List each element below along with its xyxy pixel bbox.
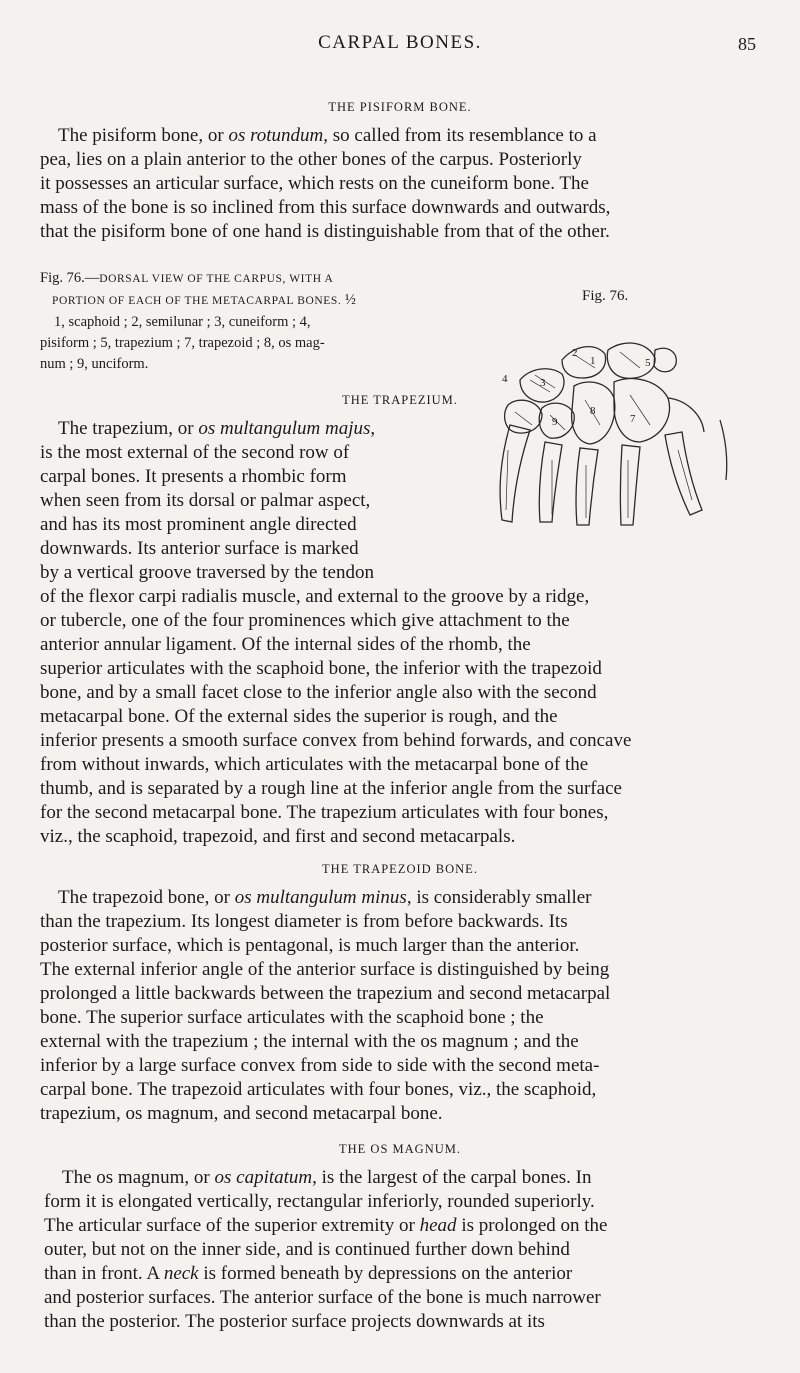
os-magnum-heading: THE OS MAGNUM. [339,1142,461,1156]
page-number: 85 [738,34,756,54]
text-line [40,1102,766,1126]
bone-number-1: 1 [590,355,596,367]
text-line [40,681,756,705]
text-segment: superior articulates with the scaphoid bone, the inferior with the trapezoid [40,658,602,679]
text-line [40,1006,766,1030]
italic-term: neck [163,1263,199,1284]
text-line [44,1190,770,1214]
text-line [40,585,756,609]
text-segment: inferior presents a smooth surface convex from behind forwards, and concave [40,730,632,751]
text-line [40,777,756,801]
text-line [40,220,756,244]
text-segment: by a vertical groove traversed by the tendon [40,562,374,583]
italic-term: os multangulum majus [198,418,371,439]
text-line [40,753,756,777]
text-segment: is the most external of the second row of [40,442,350,463]
text-segment: when seen from its dorsal or palmar aspect, [40,490,371,511]
text-line [44,1214,770,1238]
trapezium-heading: THE TRAPEZIUM. [342,393,458,407]
text-segment: , [370,418,376,439]
text-segment: posterior surface, which is pentagonal, is much larger than the anterior. [40,935,580,956]
text-segment: than in front. A [44,1263,164,1284]
running-head [0,30,800,60]
trapezoid-heading: THE TRAPEZOID BONE. [322,862,478,876]
text-line [40,609,756,633]
text-segment: inferior by a large surface convex from side to side with the second meta- [40,1055,600,1076]
text-line [44,1262,770,1286]
caption-scale: ½ [345,292,356,308]
text-line [40,489,756,513]
text-line [40,801,756,825]
text-line [44,1310,770,1334]
text-segment: thumb, and is separated by a rough line at the inferior angle from the surface [40,778,622,799]
text-segment: for the second metacarpal bone. The trapezium articulates with four bones, [40,802,609,823]
caption-title-text-2: PORTION OF EACH OF THE METACARPAL BONES. [52,295,342,307]
text-segment: and posterior surfaces. The anterior surface of the bone is much narrower [44,1287,601,1308]
text-segment: form it is elongated vertically, rectangular inferiorly, rounded superiorly. [44,1191,595,1212]
text-line [40,657,756,681]
italic-term: os rotundum [228,125,324,146]
text-line [40,729,756,753]
text-line [44,1166,770,1190]
bone-number-5: 5 [645,357,651,369]
text-line [40,633,756,657]
text-segment: , so called from its resemblance to a [323,125,597,146]
italic-term: os multangulum minus [234,887,407,908]
bone-number-2: 2 [572,347,578,359]
text-segment: bone, and by a small facet close to the inferior angle also with the second [40,682,597,703]
text-segment: from without inwards, which articulates with the metacarpal bone of the [40,754,589,775]
caption-legend-line-3: num ; 9, unciform. [40,356,149,372]
text-segment: and has its most prominent angle directed [40,514,357,535]
pisiform-heading: THE PISIFORM BONE. [328,100,472,114]
os-magnum-paragraph [44,1166,770,1334]
text-line [40,958,766,982]
text-line [40,825,756,849]
bone-number-8: 8 [590,405,596,417]
text-segment: The os magnum, or [62,1167,215,1188]
caption-legend-line-2: pisiform ; 5, trapezium ; 7, trapezoid ; 8, os mag- [40,335,325,351]
text-segment: or tubercle, one of the four prominences which give attachment to the [40,610,570,631]
text-segment: than the trapezium. Its longest diameter is from before backwards. Its [40,911,568,932]
text-line [40,172,756,196]
text-segment: , is considerably smaller [406,887,592,908]
bone-number-9: 9 [552,416,558,428]
text-segment: it possesses an articular surface, which rests on the cuneiform bone. The [40,173,589,194]
bone-number-3: 3 [540,377,546,389]
text-segment: The trapezoid bone, or [58,887,235,908]
bone-pisiform [654,348,676,371]
caption-legend-line-1: 1, scaphoid ; 2, semilunar ; 3, cuneiform ; 4, [54,314,311,330]
text-segment: that the pisiform bone of one hand is distinguishable from that of the other. [40,221,610,242]
text-segment: , is the largest of the carpal bones. In [312,1167,592,1188]
text-segment: prolonged a little backwards between the trapezium and second metacarpal [40,983,611,1004]
text-line [40,934,766,958]
trapezium-paragraph [40,417,756,849]
text-line [40,1078,766,1102]
text-segment: outer, but not on the inner side, and is continued further down behind [44,1239,570,1260]
text-segment: mass of the bone is so inclined from this surface downwards and outwards, [40,197,611,218]
text-line [40,705,756,729]
text-line [40,513,756,537]
text-segment: pea, lies on a plain anterior to the other bones of the carpus. Posteriorly [40,149,582,170]
text-segment: The pisiform bone, or [58,125,229,146]
text-line [40,561,756,585]
trapezoid-paragraph [40,886,766,1126]
text-segment: bone. The superior surface articulates with the scaphoid bone ; the [40,1007,544,1028]
text-line [40,148,756,172]
text-line [40,910,766,934]
text-segment: carpal bone. The trapezoid articulates with four bones, viz., the scaphoid, [40,1079,597,1100]
text-segment: The trapezium, or [58,418,199,439]
bone-number-4: 4 [502,373,508,385]
text-segment: The articular surface of the superior extremity or [44,1215,420,1236]
text-segment: is prolonged on the [456,1215,608,1236]
figure-label: Fig. 76. [582,288,629,304]
text-segment: of the flexor carpi radialis muscle, and external to the groove by a ridge, [40,586,590,607]
text-line [40,886,766,910]
pisiform-paragraph [40,124,756,244]
text-line [40,417,756,441]
text-line [40,1054,766,1078]
caption-title-line [40,268,445,290]
caption-fig-number: Fig. 76.— [40,270,100,286]
text-line [40,124,756,148]
running-title: CARPAL BONES. [318,32,482,53]
bone-number-7: 7 [630,413,636,425]
text-line [40,465,756,489]
text-line [40,537,756,561]
caption-title-text: DORSAL VIEW OF THE CARPUS, WITH A [99,273,334,285]
text-segment: anterior annular ligament. Of the internal sides of the rhomb, the [40,634,531,655]
text-line [44,1286,770,1310]
text-segment: trapezium, os magnum, and second metacarpal bone. [40,1103,443,1124]
text-line [40,1030,766,1054]
text-segment: is formed beneath by depressions on the anterior [198,1263,573,1284]
caption-title-line-2 [40,290,445,312]
text-segment: downwards. Its anterior surface is marked [40,538,359,559]
italic-term: os capitatum [214,1167,313,1188]
bone-semilunar [562,347,606,378]
text-segment: The external inferior angle of the anterior surface is distinguished by being [40,959,610,980]
text-segment: metacarpal bone. Of the external sides the superior is rough, and the [40,706,558,727]
text-segment: carpal bones. It presents a rhombic form [40,466,347,487]
text-line [44,1238,770,1262]
text-line [40,441,756,465]
text-line [40,982,766,1006]
text-segment: external with the trapezium ; the internal with the os magnum ; and the [40,1031,579,1052]
figure-caption [40,268,445,375]
italic-term: head [419,1215,457,1236]
text-segment: viz., the scaphoid, trapezoid, and first and second metacarpals. [40,826,516,847]
text-line [40,196,756,220]
text-segment: than the posterior. The posterior surface projects downwards at its [44,1311,545,1332]
